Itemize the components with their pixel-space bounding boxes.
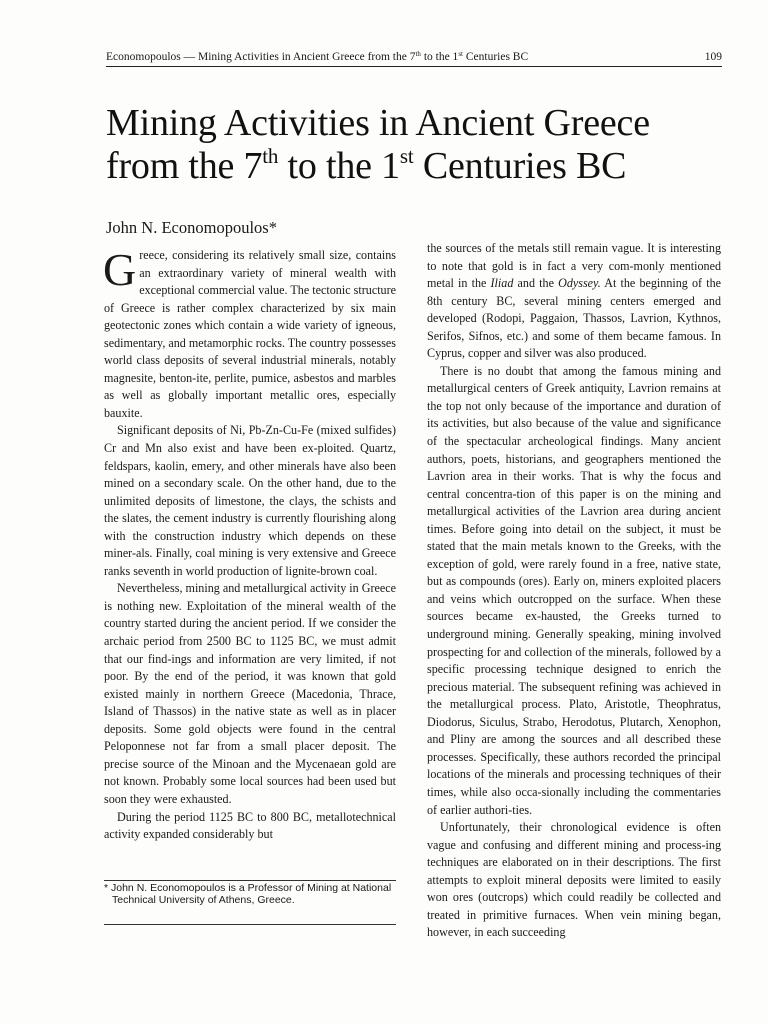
footnote [104,882,396,906]
footnote-text: * John N. Economopoulos is a Professor of Mining at National Technical University of Athens, Greece. [104,882,392,906]
paragraph: There is no doubt that among the famous mining and metallurgical centers of Greek antiquity, Lavrion remains at the top not only because of the importance and duration of its activities, but also because of the value and significance of the spectacular archeological findings. Many ancient authors, poets, historians, and geographers mentioned the Lavrion area in their works. That is why the focus and central concentra-tion of this paper is on the mining and metallurgical activities of the Lavrion area during ancient times. Before going into detail on the subject, it must be stated that the main metals known to the Greeks, with the exception of gold, were rarely found in a free, native state, but as compounds (ores). Early on, miners exploited placers and veins which outcropped on the surface. When these sources became ex-hausted, the Greeks turned to underground mining. Generally speaking, mining involved prospecting for and collection of the minerals, followed by a specific processing technique designed to enrich the precious material. The subsequent refining was achieved in the metallurgical process. Plato, Aristotle, Theophratus, Diodorus, Siculus, Strabo, Herodotus, Plutarch, Xenophon, and Pliny are among the sources and all described these processes. Specifically, these authors recorded the principal locations of the minerals and processing techniques of their times, while also occa-sionally including the commentaries of earlier authori-ties. [427,363,721,817]
footnote-rule-bottom [104,924,396,925]
paragraph-intro: Greece, considering its relatively small size, contains an extraordinary variety of mineral wealth with exceptional commercial value. The tectonic structure of Greece is rather complex characterized by six main geotectonic zones which contain a wide variety of igneous, sedimentary, and metamorphic rocks. The country possesses world class deposits of several industrial minerals, notably magnesite, benton-ite, perlite, pumice, asbestos and marbles as well as globally important metallic ores, especially bauxite. [103,244,396,420]
left-column [103,244,396,844]
paragraph: During the period 1125 BC to 800 BC, metallotechnical activity expanded considerably but [104,809,396,842]
title-iliad: Iliad [490,276,514,291]
paragraph: Significant deposits of Ni, Pb-Zn-Cu-Fe (mixed sulfides) Cr and Mn also exist and have been ex-ploited. Quartz, feldspars, kaolin, emery, and other minerals have also been mined on a secondary scale. On the other hand, due to the unlimited deposits of limestone, the clays, the schists and the slates, the cement industry is currently flourishing along with the construction industry which depends on these miner-als. Finally, coal mining is very extensive and Greece ranks seventh in world production of lignite-brown coal. [104,423,396,578]
paragraph-continued: the sources of the metals still remain vague. It is interesting to note that gold is in fact a very com-monly mentioned metal in the Iliad and the Odyssey. At the beginning of the 8th century BC, several mining centers emerged and developed (Rodopi, Paggaion, Thassos, Lavrion, Kythnos, Serifos, Sifnos, etc.) and some of them became famous. In Cyprus, copper and silver was also produced. [427,241,721,361]
drop-cap: G [103,244,137,295]
paragraph: Unfortunately, their chronological evidence is often vague and confusing and different mining and process-ing techniques are elaborated on in their descriptions. The first attempts to exploit mineral deposits were limited to easily won ores (outcrops) which could readily be collected and treated in primitive furnaces. When vein mining began, however, in each succeeding [427,820,721,940]
paragraph: Nevertheless, mining and metallurgical activity in Greece is nothing new. Exploitation of the mineral wealth of the country started during the ancient period. If we consider the archaic period from 2500 BC to 1125 BC, we must admit that our find-ings and information are very limited, if not poor. By the end of the period, it was known that gold existed mainly in northern Greece (Macedonia, Thrace, Island of Thassos) in the native state as well as in placer deposits. Some gold objects were found in the central Peloponnese not far from a small placer deposit. The precise source of the Minoan and the Mycenaean gold are not known. Probably some local sources had been used but soon they were exhausted. [104,581,396,806]
author-byline: John N. Economopoulos* [106,218,277,237]
right-column [427,240,721,942]
footnote-rule-top [104,880,396,881]
title-odyssey: Odyssey. [558,276,601,291]
running-head-text: Economopoulos — Mining Activities in Ancient Greece from the 7th to the 1st Centuries BC [106,50,529,63]
running-header [106,50,722,67]
article-title: Mining Activities in Ancient Greece from the 7th to the 1st Centuries BC [106,102,650,187]
page-number: 109 [704,51,722,63]
